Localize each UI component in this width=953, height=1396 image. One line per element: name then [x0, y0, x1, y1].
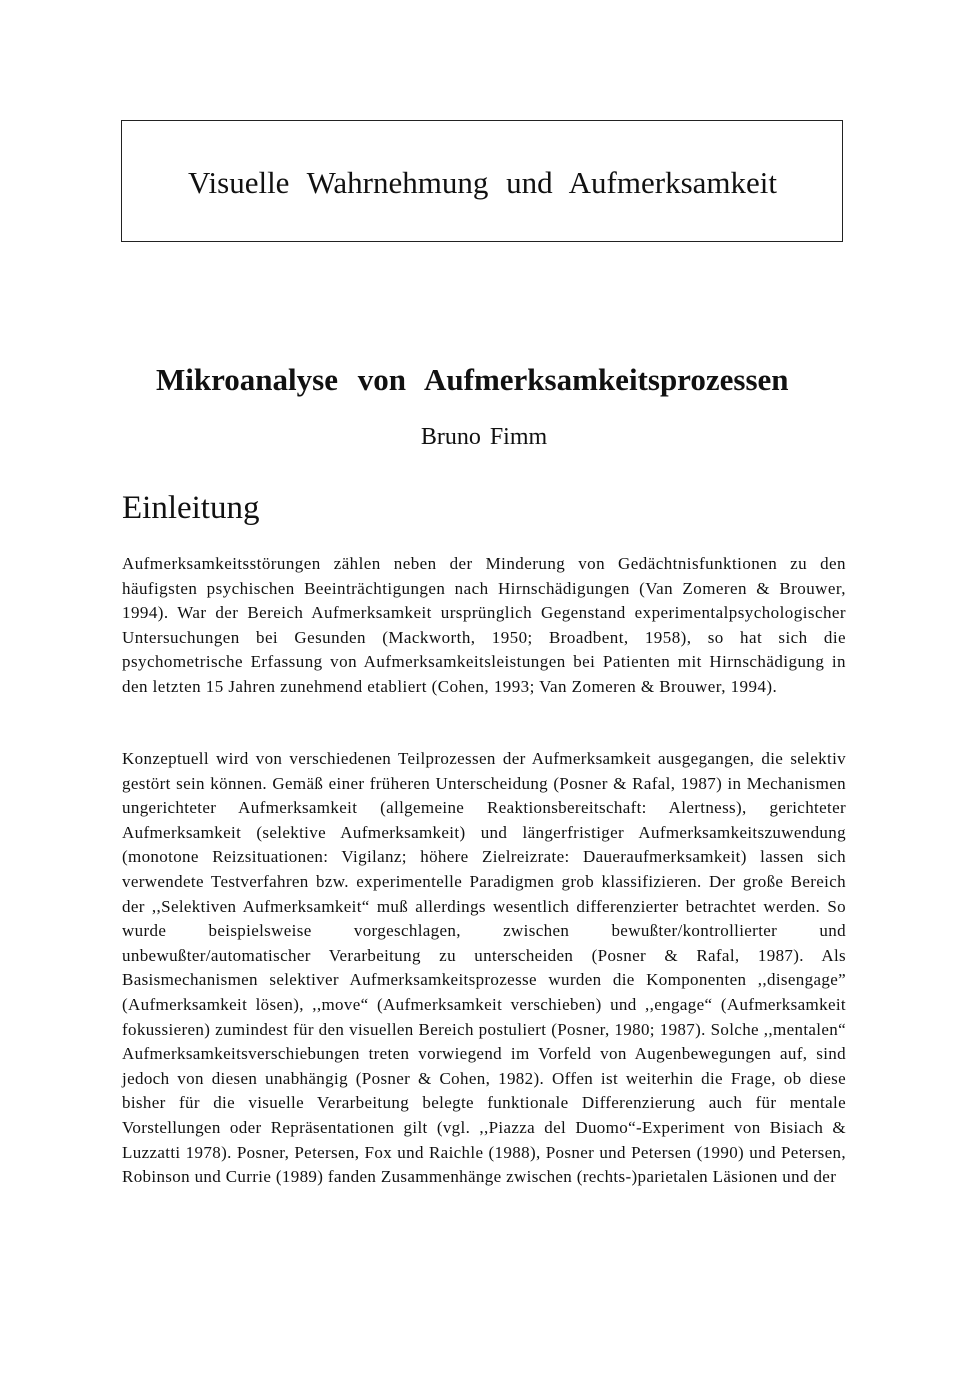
body-paragraph: Konzeptuell wird von verschiedenen Teilprozessen der Aufmerksamkeit ausgegangen, die selektiv gestört sein können. Gemäß einer früheren Unterscheidung (Posner & Rafal, 1987) in Mechanismen ungerichteter Aufmerksamkeit (allgemeine Reaktionsbereitschaft: Alertness), gerichteter Aufmerksamkeit (selektive Aufmerksamkeit) und längerfristiger Aufmerksamkeitszuwendung (monotone Reizsituationen: Vigilanz; höhere Zielreizrate: Daueraufmerksamkeit) lassen sich verwendete Testverfahren bzw. experimentelle Paradigmen grob klassifizieren. Der große Bereich der ,,Selektiven Aufmerksamkeit“ muß allerdings wesentlich differenzierter betrachtet werden. So wurde beispielsweise vorgeschlagen, zwischen bewußter/kontrollierter und unbewußter/automatischer Verarbeitung zu unterscheiden (Posner & Rafal, 1987). Als Basismechanismen selektiver Aufmerksamkeitsprozesse wurden die Komponenten ,,disengage” (Aufmerksamkeit lösen), ,,move“ (Aufmerksamkeit verschieben) und ,,engage“ (Aufmerksamkeit fokussieren) zumindest für den visuellen Bereich postuliert (Posner, 1980; 1987). Solche ,,mentalen“ Aufmerksamkeitsverschiebungen treten vorwiegend im Vorfeld von Augenbewegungen auf, sind jedoch von diesen unabhängig (Posner & Cohen, 1982). Offen ist weiterhin die Frage, ob diese bisher für die visuelle Verarbeitung belegte funktionale Differenzierung auch für mentale Vorstellungen oder Repräsentationen gilt (vgl. ,,Piazza del Duomo“-Experiment von Bisiach & Luzzatti 1978). Posner, Petersen, Fox und Raichle (1988), Posner und Petersen (1990) und Petersen, Robinson und Currie (1989) fanden Zusammenhänge zwischen (rechts-)parietalen Läsionen und der — [122, 749, 846, 1187]
body-paragraph: Aufmerksamkeitsstörungen zählen neben der Minderung von Gedächtnisfunktionen zu den häufigsten psychischen Beeinträchtigungen nach Hirnschädigungen (Van Zomeren & Brouwer, 1994). War der Bereich Aufmerksamkeit ursprünglich Gegenstand experimentalpsychologischer Untersuchungen bei Gesunden (Mackworth, 1950; Broadbent, 1958), so hat sich die psychometrische Erfassung von Aufmerksamkeitsleistungen bei Patienten mit Hirnschädigung in den letzten 15 Jahren zunehmend etabliert (Cohen, 1993; Van Zomeren & Brouwer, 1994). — [122, 554, 846, 696]
header-title: Visuelle Wahrnehmung und Aufmerksamkeit — [188, 165, 777, 200]
author-name: Bruno Fimm — [420, 424, 548, 450]
section-heading: Einleitung — [122, 490, 260, 526]
article-title: Mikroanalyse von Aufmerksamkeitsprozessen — [156, 362, 789, 397]
header-box — [121, 120, 843, 242]
